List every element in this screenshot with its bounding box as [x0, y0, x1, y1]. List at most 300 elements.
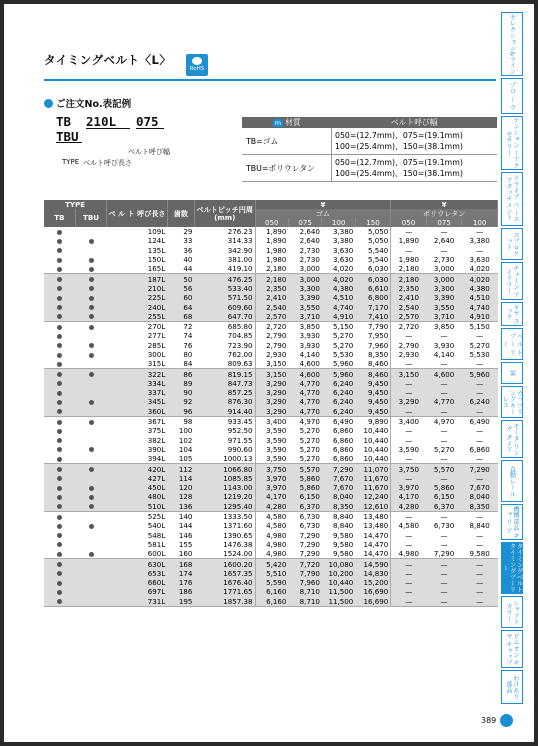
- price-gomu-cell: 3,150: [255, 369, 288, 379]
- table-row: [44, 531, 498, 540]
- price-gomu-cell: 4,140: [299, 350, 320, 359]
- price-gomu-cell: 10,440: [363, 444, 389, 454]
- table-row: [44, 341, 498, 350]
- tbu-cell: [75, 531, 106, 540]
- price-gomu-cell: 4,280: [255, 502, 288, 512]
- price-poly-cell: —: [462, 407, 498, 417]
- available-dot-icon: [89, 277, 94, 282]
- tab-14[interactable]: シャフトカラー: [501, 596, 523, 628]
- available-dot-icon: [89, 305, 94, 310]
- price-poly-cell: —: [462, 597, 498, 607]
- available-dot-icon: [57, 495, 62, 500]
- price-gomu-cell: 8,350: [368, 350, 389, 359]
- price-gomu-cell: 3,290: [255, 379, 288, 388]
- table-row: [44, 511, 498, 521]
- price-poly-cell: 6,370: [426, 502, 462, 512]
- available-dot-icon: [89, 239, 94, 244]
- teeth-cell: 160: [167, 549, 194, 559]
- price-gomu-cell: 5,960: [322, 359, 355, 369]
- price-gomu-cell: 7,790: [288, 569, 321, 578]
- teeth-cell: 186: [167, 587, 194, 596]
- price-gomu-cell: 1,890: [255, 236, 288, 245]
- price-poly-cell: —: [391, 359, 427, 369]
- tab-0[interactable]: セレクション&ライン: [501, 12, 523, 76]
- price-poly-cell: 2,930: [391, 350, 427, 359]
- header-type: TYPE: [44, 200, 107, 209]
- belt-length-cell: 360L: [107, 407, 168, 417]
- tab-13[interactable]: タイミングベルト タイミングプーリー: [501, 543, 523, 593]
- header-tb: TB: [44, 209, 75, 227]
- belt-length-cell: 382L: [147, 435, 166, 445]
- tbu-cell: [75, 331, 106, 340]
- tb-cell: [44, 246, 75, 255]
- teeth-cell: 40: [183, 255, 193, 265]
- pitch-cell: 914.40: [194, 407, 255, 417]
- available-dot-icon: [57, 267, 62, 272]
- price-gomu-cell: 4,980: [255, 531, 288, 540]
- available-dot-icon: [57, 599, 62, 604]
- price-gomu-cell: 2,180: [255, 274, 288, 284]
- available-dot-icon: [57, 372, 62, 377]
- table-row: [44, 569, 498, 578]
- available-dot-icon: [57, 230, 62, 235]
- tbu-cell: [75, 321, 106, 331]
- price-gomu-cell: 4,980: [255, 540, 288, 549]
- tab-9[interactable]: カップリングキーレス: [501, 386, 523, 418]
- tab-10[interactable]: モータ リング ガイド: [501, 420, 523, 458]
- belt-length-cell: 187L: [107, 274, 168, 284]
- price-poly-cell: 4,380: [462, 284, 498, 293]
- available-dot-icon: [57, 486, 62, 491]
- tb-cell: [44, 341, 75, 350]
- price-gomu-cell: 5,270: [299, 435, 320, 445]
- price-poly-cell: —: [391, 246, 427, 255]
- belt-length-cell: 420L: [107, 464, 168, 474]
- available-dot-icon: [57, 286, 62, 291]
- header-poly-075: 075: [426, 218, 462, 227]
- price-gomu-cell: 5,960: [322, 369, 355, 379]
- header-poly: ポリウレタン: [391, 209, 498, 218]
- tab-6[interactable]: ギヤ ラック: [501, 302, 523, 326]
- teeth-cell: 33: [183, 236, 193, 246]
- table-row: [44, 369, 498, 379]
- available-dot-icon: [89, 343, 94, 348]
- tb-cell: [44, 397, 75, 406]
- spec-table: [242, 117, 497, 182]
- price-gomu-cell: 6,150: [288, 492, 321, 501]
- price-gomu-cell: 13,480: [363, 521, 389, 531]
- price-poly-cell: —: [426, 578, 462, 587]
- price-gomu-cell: 2,540: [255, 302, 288, 311]
- code-length: 210L: [86, 114, 117, 129]
- price-poly-cell: 5,270: [433, 444, 455, 454]
- spec-header-material: m 材質: [242, 117, 332, 128]
- tbu-cell: [75, 312, 106, 322]
- price-poly-cell: 3,000: [426, 274, 462, 284]
- price-gomu-cell: 3,390: [288, 293, 321, 302]
- price-poly-cell: —: [440, 426, 448, 436]
- tab-1[interactable]: プロ ー ラ: [501, 78, 523, 114]
- available-dot-icon: [89, 286, 94, 291]
- bullet-icon: [44, 99, 53, 108]
- tab-7[interactable]: ベ ル ト プ ー リ ー: [501, 328, 523, 360]
- available-dot-icon: [57, 562, 62, 567]
- tab-8[interactable]: 歯: [501, 362, 523, 384]
- price-gomu-cell: 3,000: [288, 274, 321, 284]
- teeth-cell: 136: [167, 502, 194, 512]
- available-dot-icon: [57, 305, 62, 310]
- price-gomu-cell: 2,350: [255, 284, 288, 293]
- price-poly-cell: 2,790: [391, 341, 427, 350]
- pitch-cell: 1676.40: [194, 578, 255, 587]
- table-row: [44, 492, 498, 501]
- price-poly-cell: 4,580: [391, 521, 427, 530]
- price-poly-cell: —: [391, 587, 427, 596]
- pitch-cell: 819.15: [194, 369, 255, 379]
- price-poly-cell: —: [426, 474, 462, 483]
- tbu-cell: [75, 492, 106, 501]
- price-gomu-cell: 11,070: [355, 464, 391, 474]
- belt-length-cell: 390L: [147, 444, 166, 454]
- order-heading: [44, 96, 131, 110]
- belt-length-cell: 337L: [107, 388, 168, 397]
- tb-cell: [44, 407, 75, 417]
- belt-length-cell: 270L: [147, 322, 166, 332]
- price-poly-cell: 4,600: [426, 369, 462, 379]
- price-gomu-cell: 10,440: [363, 435, 389, 445]
- table-row: [44, 312, 498, 322]
- tbu-cell: [75, 388, 106, 397]
- available-dot-icon: [57, 277, 62, 282]
- pitch-cell: 1371.60: [223, 521, 253, 531]
- tbu-cell: [75, 597, 106, 607]
- price-poly-cell: —: [426, 379, 462, 388]
- price-poly-cell: —: [462, 359, 498, 369]
- price-gomu-cell: 6,860: [332, 426, 354, 436]
- tb-cell: [44, 483, 75, 492]
- table-row: [44, 483, 498, 492]
- table-row: [44, 426, 498, 435]
- price-gomu-cell: 6,240: [322, 388, 355, 397]
- code-width: 075: [136, 114, 159, 129]
- tbu-cell: [75, 350, 106, 359]
- tb-cell: [44, 511, 75, 521]
- price-poly-cell: 5,150: [469, 322, 490, 332]
- belt-length-cell: 210L: [107, 284, 168, 293]
- price-gomu-cell: 4,770: [288, 379, 321, 388]
- teeth-cell: 112: [167, 464, 194, 474]
- price-gomu-cell: 3,930: [299, 331, 320, 341]
- price-poly-cell: 4,280: [391, 502, 427, 512]
- price-poly-cell: 3,850: [433, 322, 455, 332]
- price-poly-cell: 2,570: [391, 312, 427, 322]
- teeth-cell: 60: [167, 293, 194, 302]
- tab-12[interactable]: 機構部品 ギ ャ リ ア: [501, 504, 523, 540]
- price-poly-cell: 2,730: [433, 255, 455, 265]
- price-gomu-cell: 2,930: [255, 350, 288, 359]
- available-dot-icon: [89, 495, 94, 500]
- teeth-cell: 96: [167, 407, 194, 417]
- pitch-cell: 1476.38: [223, 539, 253, 549]
- table-row: [44, 549, 498, 559]
- price-gomu-cell: 5,050: [368, 227, 389, 237]
- tbu-cell: [75, 454, 106, 464]
- available-dot-icon: [89, 552, 94, 557]
- price-poly-cell: —: [462, 388, 498, 397]
- price-gomu-cell: 5,860: [288, 474, 321, 483]
- catalog-page: [4, 4, 534, 742]
- pitch-cell: 704.85: [227, 331, 253, 341]
- price-gomu-cell: 14,470: [363, 530, 389, 540]
- price-gomu-cell: 8,710: [288, 587, 321, 596]
- price-poly-cell: —: [440, 435, 448, 445]
- price-gomu-cell: 2,790: [255, 331, 288, 340]
- pitch-cell: 1219.20: [194, 492, 255, 501]
- table-row: [44, 407, 498, 417]
- code-tbu: TBU: [56, 129, 79, 144]
- tb-cell: [44, 369, 75, 379]
- header-belt-length: ベ ル ト 呼び長さ: [107, 200, 168, 227]
- page-title: タイミングベルト〈L〉: [44, 53, 172, 67]
- price-poly-cell: 2,640: [433, 236, 455, 246]
- tbu-cell: [75, 502, 106, 512]
- available-dot-icon: [57, 314, 62, 319]
- tb-cell: [44, 540, 75, 549]
- tbu-cell: [75, 293, 106, 302]
- tbu-cell: [75, 284, 106, 293]
- pitch-cell: 847.73: [194, 379, 255, 388]
- header-gomu-050: 050: [255, 218, 288, 227]
- price-gomu-cell: 8,460: [355, 369, 391, 379]
- price-gomu-cell: 6,860: [332, 435, 354, 445]
- belt-length-cell: 367L: [147, 417, 166, 427]
- pitch-cell: 1085.85: [194, 474, 255, 483]
- teeth-cell: 50: [167, 274, 194, 284]
- price-gomu-cell: 14,470: [363, 539, 389, 549]
- rohs-logo: RoHS: [186, 54, 208, 76]
- price-gomu-cell: 7,290: [299, 539, 320, 549]
- available-dot-icon: [89, 258, 94, 263]
- price-poly-cell: 9,580: [462, 549, 498, 559]
- tb-cell: [44, 302, 75, 311]
- table-row: [44, 502, 498, 512]
- teeth-cell: 36: [183, 245, 193, 255]
- available-dot-icon: [57, 590, 62, 595]
- price-poly-cell: —: [391, 426, 427, 435]
- tab-4[interactable]: スプロケット: [501, 228, 523, 260]
- teeth-cell: 89: [167, 379, 194, 388]
- belt-length-cell: 300L: [147, 350, 166, 359]
- teeth-cell: 74: [183, 331, 193, 341]
- belt-length-cell: 731L: [107, 597, 168, 607]
- table-row: [44, 227, 498, 236]
- table-row: [44, 578, 498, 587]
- spec-row: [242, 128, 497, 155]
- code-underline: [136, 128, 164, 129]
- tab-11[interactable]: 直動レール: [501, 460, 523, 502]
- price-gomu-cell: 5,050: [368, 236, 389, 246]
- tb-cell: [44, 379, 75, 388]
- price-poly-cell: —: [476, 426, 484, 436]
- price-gomu-cell: 16,690: [355, 597, 391, 607]
- tab-3[interactable]: ドライブ ベ ースアタッチメント: [501, 172, 523, 226]
- tbu-cell: [75, 483, 106, 492]
- price-poly-cell: 4,970: [433, 417, 455, 427]
- price-gomu-cell: 3,850: [299, 322, 320, 332]
- price-poly-cell: 7,290: [462, 464, 498, 474]
- belt-length-cell: 150L: [147, 255, 166, 265]
- table-row: [44, 379, 498, 388]
- available-dot-icon: [89, 314, 94, 319]
- pitch-cell: 1771.65: [194, 587, 255, 596]
- spec-material: TBU=ポリウレタン: [242, 155, 332, 182]
- price-poly-cell: —: [462, 587, 498, 596]
- spec-row: [242, 155, 497, 182]
- tbu-cell: [75, 578, 106, 587]
- tbu-cell: [75, 511, 106, 521]
- belt-length-cell: 660L: [107, 578, 168, 587]
- pitch-cell: 1000.13: [194, 454, 255, 464]
- teeth-cell: 114: [167, 474, 194, 483]
- price-poly-cell: —: [391, 578, 427, 587]
- tbu-cell: [75, 274, 106, 284]
- pitch-cell: 857.25: [194, 388, 255, 397]
- price-poly-cell: 4,020: [462, 274, 498, 284]
- tab-15[interactable]: ピニオン ギヤ キャップ: [501, 630, 523, 668]
- price-gomu-cell: 7,960: [368, 340, 389, 350]
- price-poly-cell: 3,550: [426, 302, 462, 311]
- price-gomu-cell: 5,270: [332, 331, 354, 341]
- price-poly-cell: 3,710: [426, 312, 462, 322]
- tab-16[interactable]: わけあり 部品: [501, 670, 523, 704]
- price-gomu-cell: 6,860: [332, 444, 354, 454]
- price-gomu-cell: 6,370: [288, 502, 321, 512]
- available-dot-icon: [89, 420, 94, 425]
- pitch-cell: 419.10: [194, 264, 255, 274]
- pitch-cell: 1333.50: [223, 512, 253, 522]
- price-gomu-cell: 6,030: [355, 274, 391, 284]
- pitch-cell: 342.90: [227, 245, 253, 255]
- price-poly-cell: 2,180: [391, 274, 427, 284]
- price-poly-cell: —: [391, 531, 427, 540]
- price-poly-cell: —: [476, 539, 484, 549]
- price-poly-cell: —: [391, 379, 427, 388]
- available-dot-icon: [57, 334, 62, 339]
- tb-cell: [44, 521, 75, 530]
- belt-length-cell: 510L: [107, 502, 168, 512]
- price-gomu-cell: 11,500: [322, 587, 355, 596]
- tb-cell: [44, 350, 75, 359]
- price-poly-cell: —: [440, 512, 448, 522]
- price-gomu-cell: 4,770: [288, 397, 321, 406]
- price-gomu-cell: 5,270: [332, 340, 354, 350]
- tbu-cell: [75, 474, 106, 483]
- available-dot-icon: [89, 353, 94, 358]
- price-gomu-cell: 14,470: [355, 549, 391, 559]
- tab-2[interactable]: テンション ーアクセサリー: [501, 116, 523, 170]
- price-gomu-cell: 7,410: [355, 312, 391, 322]
- teeth-cell: 84: [167, 359, 194, 369]
- price-poly-cell: —: [391, 511, 427, 521]
- price-poly-cell: —: [476, 245, 484, 255]
- teeth-cell: 92: [167, 397, 194, 406]
- price-gomu-cell: 1,980: [255, 246, 288, 255]
- price-poly-cell: —: [426, 388, 462, 397]
- price-poly-cell: 4,980: [391, 549, 427, 559]
- price-poly-cell: 3,150: [391, 369, 427, 379]
- tb-cell: [44, 578, 75, 587]
- price-gomu-cell: 5,150: [332, 322, 354, 332]
- teeth-cell: 98: [183, 417, 193, 427]
- tbu-cell: [75, 559, 106, 569]
- price-poly-cell: 7,670: [462, 483, 498, 492]
- header-poly-100: 100: [462, 218, 498, 227]
- tbu-cell: [75, 426, 106, 435]
- tb-cell: [44, 331, 75, 340]
- table-row: [44, 388, 498, 397]
- price-gomu-cell: 5,540: [368, 255, 389, 265]
- price-gomu-cell: 3,150: [255, 359, 288, 369]
- price-poly-cell: 3,290: [391, 397, 427, 406]
- price-gomu-cell: 2,640: [299, 236, 320, 246]
- price-poly-cell: —: [391, 597, 427, 607]
- price-gomu-cell: 6,160: [255, 587, 288, 596]
- tb-cell: [44, 587, 75, 596]
- price-poly-cell: 3,390: [426, 293, 462, 302]
- pitch-cell: 276.23: [227, 227, 253, 237]
- tb-cell: [44, 236, 75, 245]
- available-dot-icon: [57, 296, 62, 301]
- tab-5[interactable]: チェーン アイドラー: [501, 262, 523, 300]
- price-gomu-cell: 14,830: [355, 569, 391, 578]
- pitch-cell: 1657.35: [194, 569, 255, 578]
- belt-length-cell: 165L: [107, 264, 168, 274]
- price-poly-cell: —: [391, 569, 427, 578]
- price-poly-cell: 4,020: [462, 264, 498, 274]
- price-gomu-cell: 6,610: [355, 284, 391, 293]
- price-gomu-cell: 9,450: [355, 379, 391, 388]
- belt-length-cell: 225L: [107, 293, 168, 302]
- pitch-cell: 1524.00: [194, 549, 255, 559]
- price-poly-cell: 6,240: [462, 397, 498, 406]
- table-row: [44, 445, 498, 454]
- price-gomu-cell: 3,970: [255, 474, 288, 483]
- price-gomu-cell: 7,670: [322, 483, 355, 492]
- tb-cell: [44, 284, 75, 293]
- price-gomu-cell: 2,180: [255, 264, 288, 274]
- table-row: [44, 302, 498, 311]
- price-gomu-cell: 4,740: [322, 302, 355, 311]
- price-gomu-cell: 3,590: [255, 426, 288, 435]
- table-row: [44, 587, 498, 596]
- price-poly-cell: 6,150: [426, 492, 462, 501]
- available-dot-icon: [89, 467, 94, 472]
- order-heading-text: ご注文No.表記例: [56, 99, 132, 110]
- price-gomu-cell: 11,670: [355, 474, 391, 483]
- pitch-cell: 1143.00: [194, 483, 255, 492]
- price-gomu-cell: 4,510: [322, 293, 355, 302]
- price-poly-cell: 4,770: [426, 397, 462, 406]
- tb-cell: [44, 464, 75, 474]
- available-dot-icon: [57, 581, 62, 586]
- price-gomu-cell: 10,440: [322, 578, 355, 587]
- pitch-cell: 476.25: [194, 274, 255, 284]
- table-row: [44, 454, 498, 464]
- belt-length-cell: 480L: [107, 492, 168, 501]
- pitch-cell: 1295.40: [194, 502, 255, 512]
- tb-cell: [44, 454, 75, 464]
- belt-length-cell: 124L: [147, 236, 166, 246]
